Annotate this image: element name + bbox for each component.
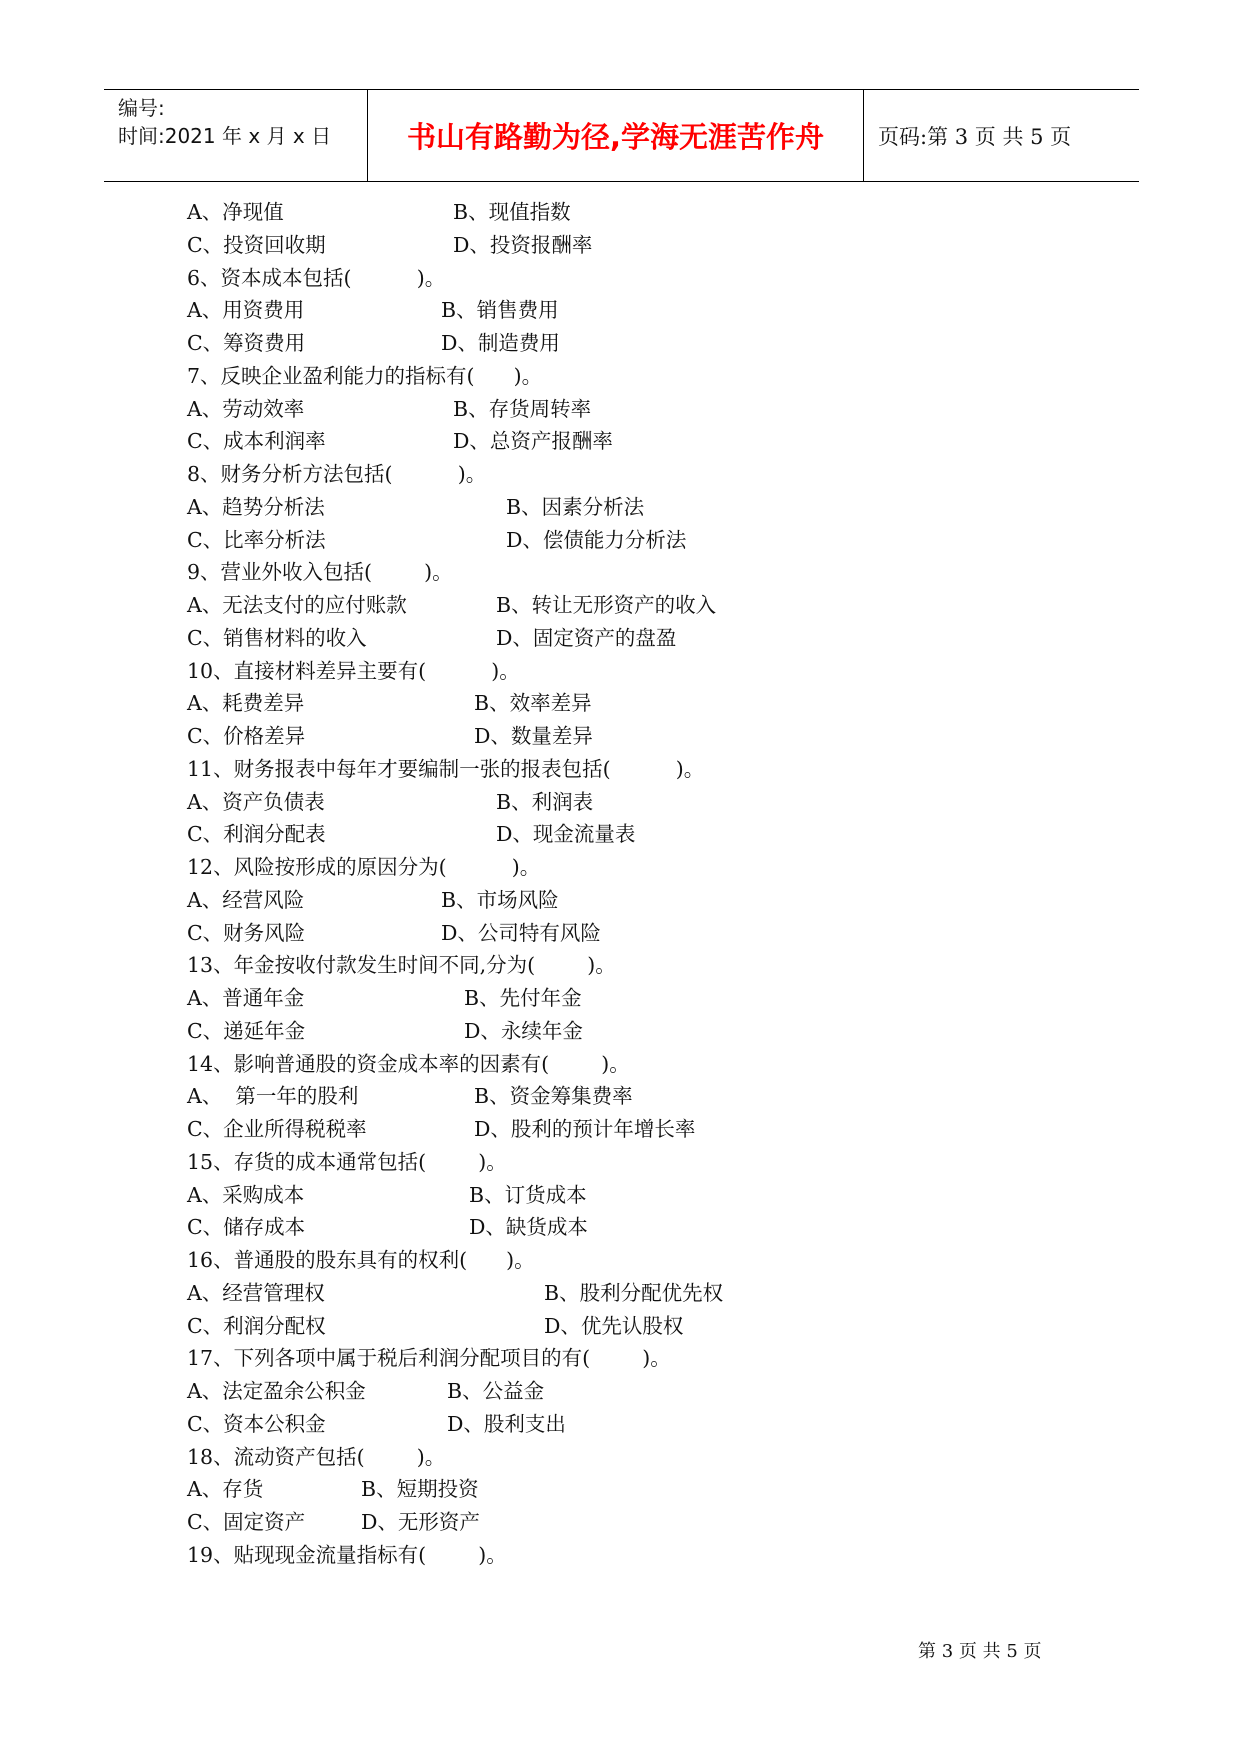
question-text: 15、存货的成本通常包括( )。 <box>187 1149 507 1174</box>
option-c: C、企业所得税税率 <box>187 1117 367 1141</box>
option-b: B、销售费用 <box>441 298 559 323</box>
option-c: C、投资回收期 <box>187 232 326 257</box>
option-d: D、数量差异 <box>474 724 593 748</box>
option-b: B、公益金 <box>447 1379 545 1403</box>
option-c: C、成本利润率 <box>187 429 326 454</box>
question-text: 17、下列各项中属于税后利润分配项目的有( )。 <box>187 1346 671 1371</box>
option-d: D、优先认股权 <box>544 1313 684 1338</box>
option-c: C、递延年金 <box>187 1018 306 1043</box>
question-text: 10、直接材料差异主要有( )。 <box>187 658 520 683</box>
option-a: A、净现值 <box>187 200 284 224</box>
option-d: D、缺货成本 <box>469 1215 588 1240</box>
option-c: C、比率分析法 <box>187 527 326 552</box>
option-b: B、转让无形资产的收入 <box>496 593 717 617</box>
header-page-number: 页码:第 3 页 共 5 页 <box>878 124 1072 149</box>
question-text: 14、影响普通股的资金成本率的因素有( )。 <box>187 1051 630 1076</box>
option-c: C、价格差异 <box>187 724 306 748</box>
option-b: B、订货成本 <box>469 1182 587 1207</box>
option-d: D、总资产报酬率 <box>453 429 613 454</box>
option-d: D、股利的预计年增长率 <box>474 1117 696 1141</box>
option-a: A、存货 <box>187 1477 264 1502</box>
page-footer: 第 3 页 共 5 页 <box>918 1641 1042 1662</box>
option-d: D、制造费用 <box>441 331 560 355</box>
option-d: D、投资报酬率 <box>453 232 593 257</box>
option-a: A、采购成本 <box>187 1182 305 1207</box>
header-motto: 书山有路勤为径,学海无涯苦作舟 <box>368 90 864 181</box>
document-number: 编号: <box>118 96 165 120</box>
option-b: B、资金筹集费率 <box>474 1084 633 1109</box>
option-d: D、永续年金 <box>464 1018 583 1043</box>
option-a: A、普通年金 <box>187 986 305 1010</box>
document-time: 时间:2021 年 x 月 x 日 <box>118 124 332 148</box>
option-b: B、股利分配优先权 <box>544 1280 724 1305</box>
option-b: B、先付年金 <box>464 986 582 1010</box>
question-text: 16、普通股的股东具有的权利( )。 <box>187 1248 535 1272</box>
option-c: C、利润分配表 <box>187 822 326 847</box>
question-text: 7、反映企业盈利能力的指标有( )。 <box>187 363 543 388</box>
option-a: A、趋势分析法 <box>187 494 325 519</box>
option-b: B、因素分析法 <box>506 494 645 519</box>
question-text: 9、营业外收入包括( )。 <box>187 560 453 585</box>
option-c: C、筹资费用 <box>187 331 306 355</box>
question-text: 19、贴现现金流量指标有( )。 <box>187 1542 507 1567</box>
question-text: 11、财务报表中每年才要编制一张的报表包括( )。 <box>187 756 705 781</box>
option-a: A、法定盈余公积金 <box>187 1379 366 1403</box>
option-c: C、销售材料的收入 <box>187 625 367 650</box>
option-c: C、利润分配权 <box>187 1313 326 1338</box>
option-d: D、偿债能力分析法 <box>506 527 687 552</box>
option-a: A、经营风险 <box>187 887 305 912</box>
option-b: B、短期投资 <box>361 1477 479 1502</box>
option-a: A、 第一年的股利 <box>187 1084 359 1109</box>
option-a: A、劳动效率 <box>187 396 305 421</box>
option-a: A、耗费差异 <box>187 691 305 716</box>
option-b: B、现值指数 <box>453 200 571 224</box>
option-a: A、经营管理权 <box>187 1280 325 1305</box>
question-text: 8、财务分析方法包括( )。 <box>187 462 487 486</box>
question-text: 13、年金按收付款发生时间不同,分为( )。 <box>187 953 616 978</box>
question-text: 12、风险按形成的原因分为( )。 <box>187 855 541 879</box>
option-c: C、储存成本 <box>187 1215 306 1240</box>
option-d: D、股利支出 <box>447 1411 566 1436</box>
option-a: A、资产负债表 <box>187 789 325 814</box>
question-text: 6、资本成本包括( )。 <box>187 265 446 290</box>
option-d: D、公司特有风险 <box>441 920 601 945</box>
option-b: B、利润表 <box>496 789 594 814</box>
option-b: B、存货周转率 <box>453 396 592 421</box>
option-c: C、固定资产 <box>187 1510 306 1534</box>
option-d: D、无形资产 <box>361 1510 480 1534</box>
question-text: 18、流动资产包括( )。 <box>187 1444 446 1469</box>
option-c: C、财务风险 <box>187 920 306 945</box>
option-d: D、固定资产的盘盈 <box>496 625 677 650</box>
option-b: B、市场风险 <box>441 887 559 912</box>
option-b: B、效率差异 <box>474 691 592 716</box>
option-a: A、无法支付的应付账款 <box>187 593 407 617</box>
option-a: A、用资费用 <box>187 298 305 323</box>
option-c: C、资本公积金 <box>187 1411 326 1436</box>
option-d: D、现金流量表 <box>496 822 636 847</box>
